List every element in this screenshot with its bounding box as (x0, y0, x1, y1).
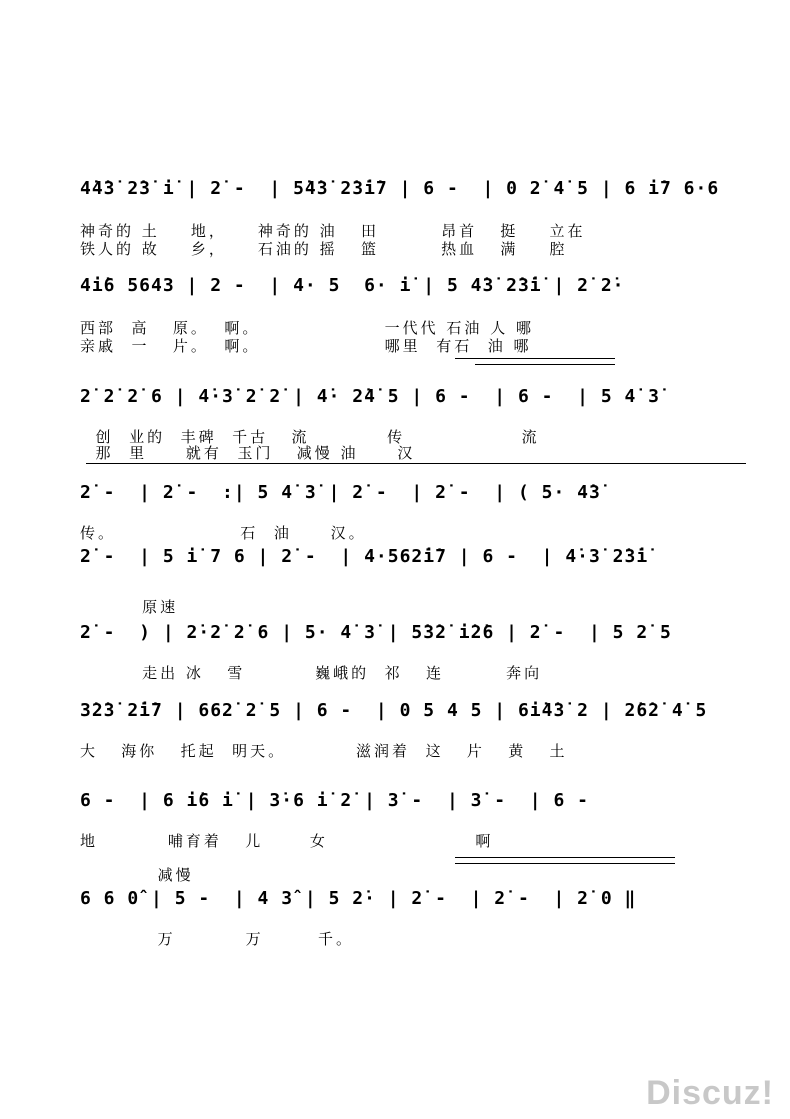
lyric-line-1: 创 业的 丰碑 千古 流 传 流 (80, 428, 540, 446)
lyric-line-2: 那 里 就有 玉门 减慢 油 汉 (80, 444, 416, 462)
notation-line: 2̇ - | 5 i̇ 7 6 | 2̇ - | 4·562̇i̇7 | 6 - | 4̇·3̇ 2̇3̇i̇ (80, 546, 649, 567)
lyric-line-2: 亲戚 一 片。 啊。 哪里 有石 油 哪 (80, 337, 532, 355)
hairpin-line (455, 857, 675, 858)
notation-line: 4i̇6 5643 | 2 - | 4· 5 6· i̇ | 5 4̇3̇ 2̇3̇i̇ | 2̇ 2̇· (80, 275, 625, 296)
lyric-line-1: 万 万 千。 (80, 930, 354, 948)
divider-line (86, 463, 746, 464)
notation-line: 6 6 0̂ | 5 - | 4 3̂ | 5 2̇· | 2̇ - | 2̇ - | 2̇ 0 ‖ (80, 888, 637, 909)
notation-line: 3̇2̇3̇ 2̇i̇7 | 662̇ 2̇ 5 | 6 - | 0 5 4 5 | 6i̇4̇3̇ 2 | 2̇6̇2̇ 4̇ 5 (80, 700, 708, 721)
lyric-line-1: 大 海你 托起 明天。 滋润着 这 片 黄 土 (80, 742, 568, 760)
lyric-line-1: 传。 石 油 汉。 (80, 524, 367, 542)
notation-line: 6 - | 6 i̇6 i̇ | 3̇·6 i̇ 2̇ | 3̇ - | 3̇ - | 6 - (80, 790, 589, 811)
notation-line: 2̇ - ) | 2̇·2̇ 2̇ 6 | 5· 4̇ 3̇ | 5̇3̇2̇ i̇2̇6 | 2̇ - | 5 2̇ 5 (80, 622, 672, 643)
lyric-line-1: 原速 (80, 598, 179, 616)
notation-line: 2̇ - | 2̇ - :| 5 4̇ 3̇ | 2̇ - | 2̇ - | ( 5· 4̇3̇ (80, 482, 601, 503)
lyric-line-1: 走出 冰 雪 巍峨的 祁 连 奔向 (80, 664, 543, 682)
lyric-line-1: 地 哺育着 儿 女 啊 (80, 832, 494, 850)
hairpin-line (475, 364, 615, 365)
lyric-line-1: 神奇的 土 地， 神奇的 油 田 昂首 挺 立在 (80, 222, 586, 240)
lyric-line-2: 铁人的 故 乡， 石油的 摇 篮 热血 满 腔 (80, 240, 568, 258)
notation-line: 4̇4̇3̇ 2̇3̇ i̇ | 2̇ - | 5̇4̇3̇ 2̇3̇i̇7 | 6 - | 0 2̇ 4̇ 5 | 6 i̇7 6·6 (80, 178, 720, 199)
notation-line: 2̇ 2̇ 2̇ 6 | 4̇·3̇ 2̇ 2̇ | 4̇· 2̇4̇ 5 | 6 - | 6 - | 5 4̇ 3̇ (80, 386, 661, 407)
hairpin-line (455, 358, 615, 359)
hairpin-line (455, 863, 675, 864)
lyric-line-3: 减慢 (80, 866, 194, 884)
lyric-line-1: 西部 高 原。 啊。 一代代 石油 人 哪 (80, 319, 534, 337)
discuz-watermark-logo: Discuz! (646, 1074, 774, 1112)
